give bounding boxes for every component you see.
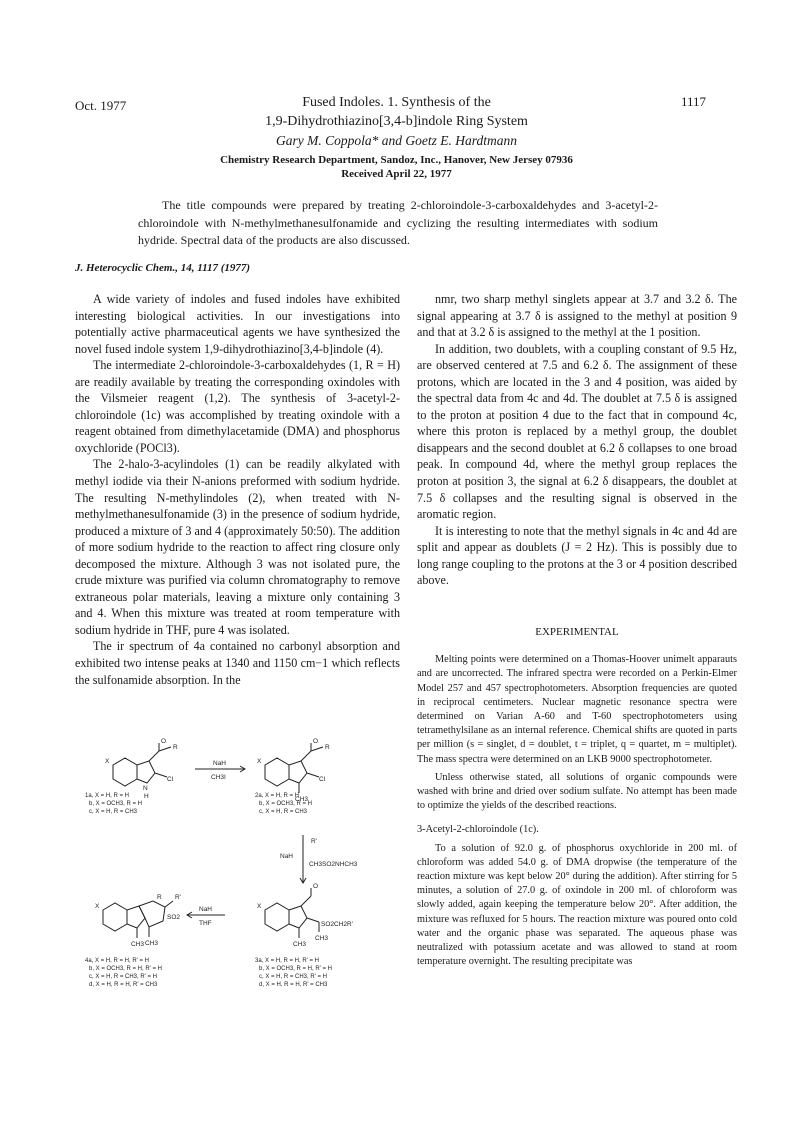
- label-r: R: [173, 744, 178, 751]
- label-o-2: O: [313, 738, 319, 745]
- label-x-3: X: [257, 903, 262, 910]
- legend-2-b: b, X = OCH3, R = H: [259, 801, 313, 807]
- reagent-thf: THF: [199, 920, 212, 927]
- reagent-nah-3: NaH: [199, 906, 213, 913]
- label-o-3: O: [313, 883, 319, 890]
- left-column: [75, 291, 400, 688]
- legend-1-c: c, X = H, R = CH3: [89, 809, 138, 815]
- paragraph: The ir spectrum of 4a contained no carbonyl absorption and exhibited two intense peaks at 1340 and 1150 cm−1 which reflects the sulfonamide absorption. In the: [75, 639, 400, 687]
- label-ch3-4b: CH3: [145, 940, 159, 947]
- received-date: Received April 22, 1977: [341, 168, 452, 180]
- legend-4-b: b, X = OCH3, R = H, R' = H: [89, 966, 163, 972]
- reagent-rprime: R': [311, 838, 317, 845]
- right-column: [417, 291, 737, 589]
- legend-3-c: c, X = H, R = CH3, R' = H: [259, 974, 327, 980]
- legend-1-b: b, X = OCH3, R = H: [89, 801, 143, 807]
- label-rprime-4: R': [175, 894, 181, 901]
- label-cl: Cl: [167, 776, 174, 783]
- legend-4-a: 4a, X = H, R = H, R' = H: [85, 958, 150, 964]
- paragraph: It is interesting to note that the methyl signals in 4c and 4d are split and appear as doublets (J = 2 Hz). This is possibly due to long range coupling to the protons at the 3 or 4 position described above.: [417, 523, 737, 588]
- legend-2-a: 2a, X = H, R = H: [255, 793, 300, 799]
- label-x: X: [105, 758, 110, 765]
- legend-3-d: d, X = H, R = H, R' = CH3: [259, 982, 328, 988]
- label-o: O: [161, 738, 167, 745]
- reaction-scheme: [75, 735, 400, 1060]
- experimental-section: [417, 625, 737, 969]
- compound-3-structure: [265, 888, 319, 938]
- journal-date: Oct. 1977: [75, 98, 127, 113]
- paragraph: To a solution of 92.0 g. of phosphorus oxychloride in 200 ml. of chloroform was added 54.0 g. of DMA dropwise (the temperature of the reaction mixture was kept below 20° during the addition). After stirring for 5 minutes, a solution of 27.0 g. of oxindole in 200 ml. of chloroform was slowly added, again keeping the temperature below 20°. After addition, the mixture was refluxed for 5 hours. The reaction mixture was poured onto cold water and the organic phase was separated. The aqueous phase was neutralized with potassium acetate and was allowed to stand at room temperature overnight. The resulting precipitate was: [417, 842, 737, 968]
- legend-4-d: d, X = H, R = H, R' = CH3: [89, 982, 158, 988]
- paragraph: The 2-halo-3-acylindoles (1) can be readily alkylated with methyl iodide via their N-anions preformed with sodium hydride. The resulting N-methylindoles (2), when treated with N-methylmethanesulfonamide (3) in the presence of sodium hydride, produced a mixture of 3 and 4 (approximately 50:50). The addition of more sodium hydride to the reaction to affect ring closure only decomposed the mixture. Although 3 was not isolated pure, the crude mixture was purified via column chromatography to remove extraneous polar materials, leaving a mixture only containing 3 and 4. When this mixture was treated at room temperature with sodium hydride in THF, pure 4 was isolated.: [75, 457, 400, 637]
- title-line-1: Fused Indoles. 1. Synthesis of the: [302, 95, 491, 110]
- paragraph: nmr, two sharp methyl singlets appear at 3.7 and 3.2 δ. The signal appearing at 3.7 δ is assigned to the methyl at position 9 and that at 3.2 δ is assigned to the methyl at the 1 position.: [417, 292, 737, 340]
- legend-2-c: c, X = H, R = CH3: [259, 809, 308, 815]
- compound-2-structure: [265, 743, 323, 793]
- compound-1-structure: [113, 743, 171, 786]
- label-ch3-4a: CH3: [131, 941, 145, 948]
- label-ch3-2: CH3: [295, 796, 309, 803]
- label-r-2: R: [325, 744, 330, 751]
- experimental-heading: EXPERIMENTAL: [535, 626, 619, 638]
- label-r-4: R: [157, 894, 162, 901]
- paragraph: A wide variety of indoles and fused indoles have exhibited interesting biological activities. In our investigations into potentially active pharmaceutical agents we have synthesized the novel fused indole system 1,9-dihydrothiazino[3,4-b]indole (4).: [75, 292, 400, 356]
- label-x-4: X: [95, 903, 100, 910]
- label-so2ch2r: SO2CH2R': [321, 921, 353, 928]
- compound-heading: 3-Acetyl-2-chloroindole (1c).: [417, 824, 539, 836]
- page-number: 1117: [681, 94, 707, 109]
- label-h: H: [144, 793, 149, 800]
- label-n: N: [143, 785, 148, 792]
- label-ch3-3b: CH3: [315, 935, 329, 942]
- label-ch3-3a: CH3: [293, 941, 307, 948]
- label-x-2: X: [257, 758, 262, 765]
- citation: [75, 262, 250, 274]
- paragraph: In addition, two doublets, with a coupling constant of 9.5 Hz, are observed centered at 7.5 and 6.2 δ. The assignment of these protons, which are located in the 3 and 4 position, was aided by the spectral data from 4c and 4d. The doublet at 7.5 δ is assigned to the proton at position 4 due to the fact that in compound 4c, where this proton is replaced by a methyl group, the doublet disappears and the second doublet at 6.2 δ collapses to one broad peak. In compound 4d, where the methyl group replaces the proton at position 3, the signal at 6.2 δ disappears, the doublet at 7.5 δ collapses and the resulting signal is observed in the aromatic region.: [417, 341, 737, 522]
- legend-4-c: c, X = H, R = CH3, R' = H: [89, 974, 157, 980]
- abstract: The title compounds were prepared by treating 2-chloroindole-3-carboxaldehydes and 3-acetyl-2-chloroindole with N-methylmethanesulfonamide and cyclizing the resulting intermediates with sodium hydride. Spectral data of the products are also discussed.: [138, 198, 658, 247]
- reagent-sulfonamide: CH3SO2NHCH3: [309, 861, 358, 868]
- paragraph: Melting points were determined on a Thomas-Hoover unimelt apparauts and are uncorrected. The infrared spectra were recorded on a Perkin-Elmer Model 257 and 457 spectrophotometers. Absorption frequencies are quoted in reciprocal centimeters. Nuclear magnetic resonance spectra were determined on Varian A-60 and T-60 spectrophotometers using tetramethylsilane as an internal reference. Chemical shifts are quoted in parts per million (s = singlet, d = doublet, t = triplet, q = quartet, m = multiplet). The mass spectra were determined on an LKB 9000 spectrophotometer.: [417, 654, 737, 765]
- title-line-2: 1,9-Dihydrothiazino[3,4-b]indole Ring System: [265, 114, 528, 129]
- label-cl-2: Cl: [319, 776, 326, 783]
- reagent-nah-2: NaH: [280, 853, 294, 860]
- reagent-ch3i: CH3I: [211, 774, 226, 781]
- reagent-nah-1: NaH: [213, 760, 227, 767]
- paragraph: The intermediate 2-chloroindole-3-carboxaldehydes (1, R = H) are readily available by treating the corresponding oxindoles with the Vilsmeier reagent (1,2). The synthesis of 3-acetyl-2-chloroindole (1c) was accomplished by treating oxindole with a reagent obtained from dimethylacetamide (DMA) and phosphorus oxychloride (POCl3).: [75, 358, 400, 455]
- affiliation: Chemistry Research Department, Sandoz, Inc., Hanover, New Jersey 07936: [220, 154, 573, 166]
- legend-1-a: 1a, X = H, R = H: [85, 793, 130, 799]
- label-so2-4: SO2: [167, 914, 181, 921]
- compound-4-structure: [103, 901, 173, 938]
- paragraph: Unless otherwise stated, all solutions of organic compounds were washed with brine and dried over sodium sulfate. No attempt has been made to optimize the yields of the described reactions.: [417, 771, 737, 812]
- authors: Gary M. Coppola* and Goetz E. Hardtmann: [276, 133, 517, 148]
- legend-3-b: b, X = OCH3, R = H, R' = H: [259, 966, 333, 972]
- legend-3-a: 3a, X = H, R = H, R' = H: [255, 958, 320, 964]
- citation-text: J. Heterocyclic Chem., 14, 1117 (1977): [75, 262, 251, 274]
